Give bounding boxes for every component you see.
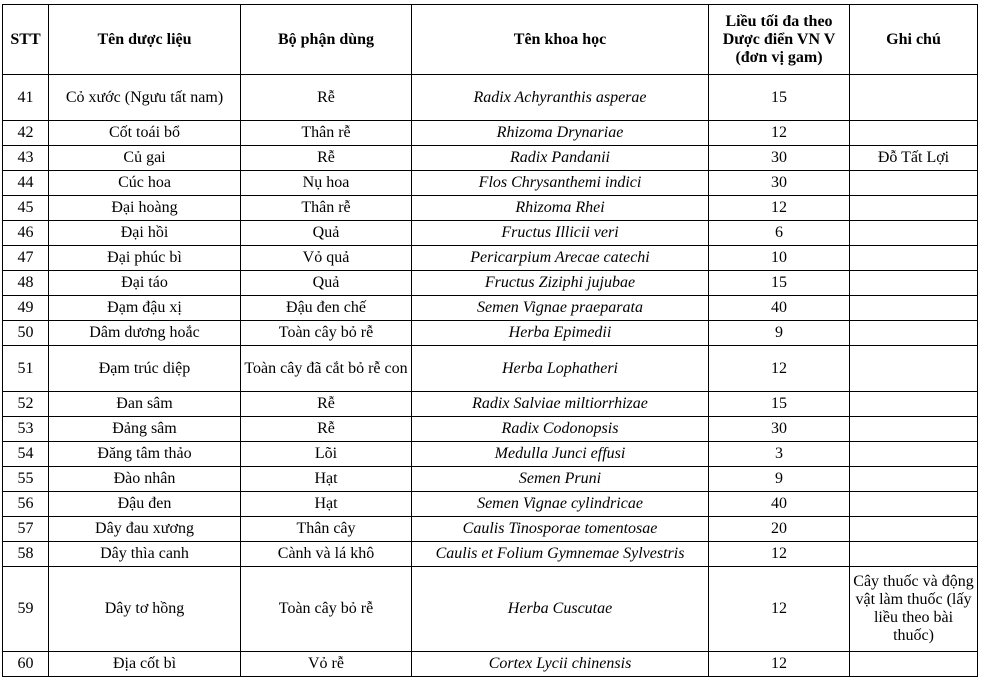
cell-scientific-name: Radix Pandanii [412, 146, 709, 171]
cell-part: Toàn cây bỏ rễ [241, 567, 412, 652]
cell-note [850, 392, 978, 417]
table-row [3, 75, 978, 121]
table-row [3, 321, 978, 346]
cell-stt: 54 [3, 442, 49, 467]
header-name: Tên dược liệu [49, 5, 241, 75]
cell-dose: 30 [709, 146, 850, 171]
cell-part: Rễ [241, 392, 412, 417]
cell-stt: 41 [3, 75, 49, 121]
cell-stt: 48 [3, 271, 49, 296]
cell-note [850, 492, 978, 517]
table-row [3, 221, 978, 246]
cell-note [850, 296, 978, 321]
table-header-row [3, 5, 978, 75]
cell-scientific-name: Flos Chrysanthemi indici [412, 171, 709, 196]
cell-dose: 20 [709, 517, 850, 542]
cell-note: Cây thuốc và động vật làm thuốc (lấy liều theo bài thuốc) [850, 567, 978, 652]
cell-dose: 30 [709, 417, 850, 442]
header-scientific-name: Tên khoa học [412, 5, 709, 75]
header-stt: STT [3, 5, 49, 75]
cell-stt: 52 [3, 392, 49, 417]
cell-note [850, 417, 978, 442]
cell-part: Đậu đen chế [241, 296, 412, 321]
cell-scientific-name: Herba Epimedii [412, 321, 709, 346]
cell-name: Đan sâm [49, 392, 241, 417]
cell-dose: 10 [709, 246, 850, 271]
herb-dosage-table [2, 4, 978, 677]
table-row [3, 542, 978, 567]
table-row [3, 492, 978, 517]
cell-dose: 15 [709, 392, 850, 417]
cell-stt: 49 [3, 296, 49, 321]
cell-stt: 58 [3, 542, 49, 567]
cell-dose: 6 [709, 221, 850, 246]
cell-name: Địa cốt bì [49, 652, 241, 677]
cell-scientific-name: Rhizoma Rhei [412, 196, 709, 221]
cell-dose: 12 [709, 121, 850, 146]
table-row [3, 467, 978, 492]
cell-scientific-name: Semen Vignae praeparata [412, 296, 709, 321]
cell-name: Dây thìa canh [49, 542, 241, 567]
cell-scientific-name: Fructus Illicii veri [412, 221, 709, 246]
cell-stt: 42 [3, 121, 49, 146]
table-row [3, 442, 978, 467]
table-row [3, 567, 978, 652]
table-row [3, 246, 978, 271]
cell-stt: 53 [3, 417, 49, 442]
cell-stt: 50 [3, 321, 49, 346]
cell-stt: 60 [3, 652, 49, 677]
cell-part: Rễ [241, 417, 412, 442]
cell-name: Dây tơ hồng [49, 567, 241, 652]
table-row [3, 121, 978, 146]
cell-note [850, 346, 978, 392]
cell-name: Đạm đậu xị [49, 296, 241, 321]
cell-name: Đại hồi [49, 221, 241, 246]
cell-stt: 47 [3, 246, 49, 271]
cell-note [850, 517, 978, 542]
cell-note [850, 75, 978, 121]
cell-name: Đậu đen [49, 492, 241, 517]
cell-note [850, 196, 978, 221]
cell-note [850, 652, 978, 677]
cell-scientific-name: Rhizoma Drynariae [412, 121, 709, 146]
table-row [3, 296, 978, 321]
cell-note [850, 271, 978, 296]
cell-part: Hạt [241, 467, 412, 492]
cell-dose: 15 [709, 75, 850, 121]
cell-name: Dâm dương hoắc [49, 321, 241, 346]
cell-dose: 12 [709, 196, 850, 221]
cell-name: Đại táo [49, 271, 241, 296]
cell-part: Lõi [241, 442, 412, 467]
cell-part: Rễ [241, 75, 412, 121]
cell-note [850, 221, 978, 246]
table-row [3, 392, 978, 417]
cell-scientific-name: Cortex Lycii chinensis [412, 652, 709, 677]
cell-stt: 56 [3, 492, 49, 517]
cell-scientific-name: Herba Lophatheri [412, 346, 709, 392]
cell-name: Đăng tâm thảo [49, 442, 241, 467]
cell-part: Rễ [241, 146, 412, 171]
cell-dose: 40 [709, 296, 850, 321]
cell-part: Cành và lá khô [241, 542, 412, 567]
cell-scientific-name: Semen Pruni [412, 467, 709, 492]
cell-scientific-name: Caulis et Folium Gymnemae Sylvestris [412, 542, 709, 567]
cell-part: Thân rễ [241, 196, 412, 221]
cell-dose: 40 [709, 492, 850, 517]
cell-part: Vỏ quả [241, 246, 412, 271]
table-row [3, 171, 978, 196]
cell-stt: 45 [3, 196, 49, 221]
cell-dose: 3 [709, 442, 850, 467]
cell-dose: 30 [709, 171, 850, 196]
cell-scientific-name: Radix Achyranthis asperae [412, 75, 709, 121]
cell-dose: 9 [709, 467, 850, 492]
cell-name: Đạm trúc diệp [49, 346, 241, 392]
cell-note [850, 442, 978, 467]
cell-dose: 12 [709, 652, 850, 677]
cell-scientific-name: Medulla Junci effusi [412, 442, 709, 467]
cell-name: Cỏ xước (Ngưu tất nam) [49, 75, 241, 121]
table-row [3, 652, 978, 677]
cell-stt: 51 [3, 346, 49, 392]
cell-part: Quả [241, 271, 412, 296]
cell-name: Đại phúc bì [49, 246, 241, 271]
cell-scientific-name: Caulis Tinosporae tomentosae [412, 517, 709, 542]
table-row [3, 517, 978, 542]
cell-stt: 43 [3, 146, 49, 171]
cell-note [850, 171, 978, 196]
header-note: Ghi chú [850, 5, 978, 75]
header-part: Bộ phận dùng [241, 5, 412, 75]
cell-note [850, 121, 978, 146]
table-row [3, 417, 978, 442]
cell-note [850, 467, 978, 492]
cell-dose: 9 [709, 321, 850, 346]
cell-name: Đào nhân [49, 467, 241, 492]
cell-name: Củ gai [49, 146, 241, 171]
cell-scientific-name: Pericarpium Arecae catechi [412, 246, 709, 271]
header-max-dose: Liều tối đa theo Dược điển VN V (đơn vị gam) [709, 5, 850, 75]
table-row [3, 346, 978, 392]
cell-note [850, 542, 978, 567]
table-row [3, 196, 978, 221]
cell-stt: 44 [3, 171, 49, 196]
cell-dose: 12 [709, 346, 850, 392]
cell-part: Vỏ rễ [241, 652, 412, 677]
cell-scientific-name: Radix Codonopsis [412, 417, 709, 442]
cell-name: Đảng sâm [49, 417, 241, 442]
cell-stt: 46 [3, 221, 49, 246]
cell-dose: 12 [709, 542, 850, 567]
cell-part: Thân cây [241, 517, 412, 542]
cell-name: Dây đau xương [49, 517, 241, 542]
cell-name: Đại hoàng [49, 196, 241, 221]
cell-part: Quả [241, 221, 412, 246]
cell-dose: 15 [709, 271, 850, 296]
cell-part: Hạt [241, 492, 412, 517]
cell-part: Thân rễ [241, 121, 412, 146]
cell-dose: 12 [709, 567, 850, 652]
table-row [3, 271, 978, 296]
table-row [3, 146, 978, 171]
cell-scientific-name: Fructus Ziziphi jujubae [412, 271, 709, 296]
cell-note [850, 321, 978, 346]
cell-part: Toàn cây đã cắt bỏ rễ con [241, 346, 412, 392]
cell-stt: 57 [3, 517, 49, 542]
cell-scientific-name: Herba Cuscutae [412, 567, 709, 652]
cell-name: Cúc hoa [49, 171, 241, 196]
cell-stt: 59 [3, 567, 49, 652]
cell-stt: 55 [3, 467, 49, 492]
cell-note [850, 246, 978, 271]
cell-note: Đỗ Tất Lợi [850, 146, 978, 171]
cell-scientific-name: Radix Salviae miltiorrhizae [412, 392, 709, 417]
cell-scientific-name: Semen Vignae cylindricae [412, 492, 709, 517]
cell-part: Nụ hoa [241, 171, 412, 196]
cell-name: Cốt toái bổ [49, 121, 241, 146]
cell-part: Toàn cây bỏ rễ [241, 321, 412, 346]
